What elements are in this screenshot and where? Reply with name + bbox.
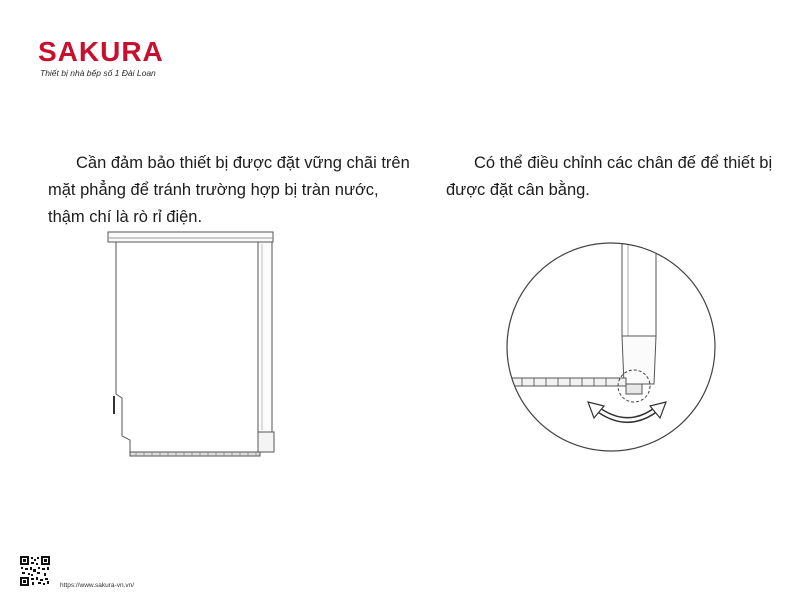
footer-url[interactable]: https://www.sakura-vn.vn/	[60, 582, 135, 589]
brand-logo	[38, 38, 198, 78]
adjustable-foot-zoom-illustration	[500, 236, 722, 458]
logo-tagline: Thiết bị nhà bếp số 1 Đài Loan	[40, 68, 156, 78]
instruction-adjust-feet: Có thể điều chỉnh các chân đế để thiết bị được đặt cân bằng.	[446, 154, 773, 199]
instruction-stability: Cần đảm bảo thiết bị được đặt vững chãi trên mặt phẳng để tránh trường hợp bị tràn nước, thậm chí là rò rỉ điện.	[48, 154, 410, 226]
qr-code-icon	[20, 556, 50, 586]
rotate-arrow-icon	[588, 402, 666, 420]
dishwasher-side-illustration	[100, 226, 280, 458]
logo-wordmark: SAKURA	[38, 36, 164, 67]
